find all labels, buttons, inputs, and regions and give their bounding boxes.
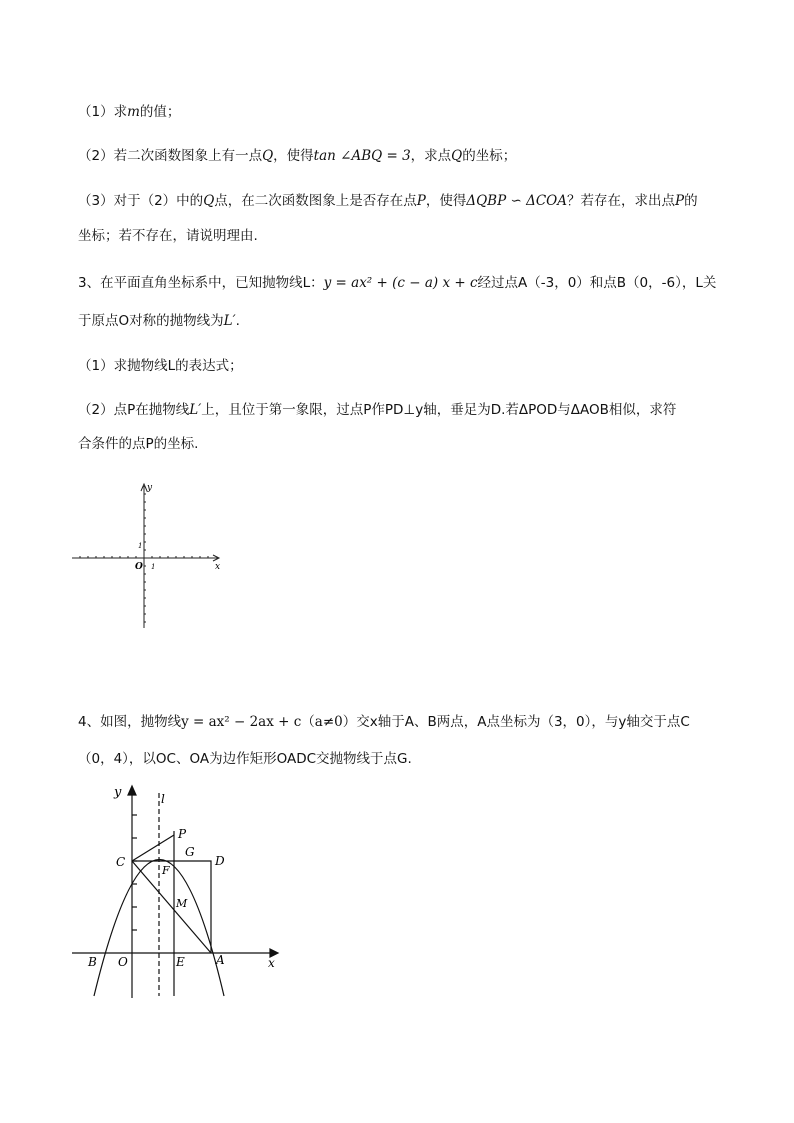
text: ，使得 <box>425 193 467 209</box>
label-e: E <box>176 955 185 969</box>
p3-q2-line2: 合条件的点P的坐标. <box>78 436 199 452</box>
var-l-prime: L′ <box>189 402 202 418</box>
text: 于原点O对称的抛物线为 <box>78 313 224 329</box>
text: （3）对于（2）中的 <box>78 193 204 209</box>
text: ？若存在，求出点 <box>566 193 675 209</box>
label-m: M <box>176 897 188 910</box>
parabola-expression: y = ax² − 2ax + c（a≠0） <box>181 714 357 730</box>
p3-q2-line1 <box>78 400 676 420</box>
x-unit-label: 1 <box>151 563 156 571</box>
parabola <box>94 860 224 997</box>
text: 的 <box>684 193 698 209</box>
text: （2）点P在抛物线 <box>78 402 190 418</box>
label-p: P <box>178 827 187 841</box>
text: 点，在二次函数图象上是否存在点 <box>214 193 417 209</box>
label-g: G <box>185 845 195 859</box>
label-f: F <box>162 864 170 877</box>
var-q: Q <box>203 193 215 209</box>
p3-line2 <box>78 311 240 331</box>
var-p: P <box>674 193 685 209</box>
var-q: Q <box>262 148 274 164</box>
y-axis-label: y <box>147 483 153 493</box>
y-unit-label: 1 <box>138 542 143 550</box>
var-p: P <box>416 193 426 209</box>
y-arrow <box>128 786 136 795</box>
var-l-prime: L′ <box>223 313 236 329</box>
text: . <box>235 313 240 329</box>
y-ticks <box>132 815 137 930</box>
x-axis-label: x <box>215 562 221 572</box>
label-x: x <box>268 956 275 970</box>
var-m: m <box>127 104 140 120</box>
label-o: O <box>118 955 128 969</box>
p2-q2 <box>78 146 516 166</box>
text: 经过点A（-3，0）和点B（0，-6），L关 <box>477 275 717 291</box>
text: 的坐标； <box>462 148 517 164</box>
text: 交x轴于A、B两点，A点坐标为（3，0），与y轴交于点C <box>356 714 690 730</box>
text: 的值； <box>139 104 181 120</box>
p3-line1 <box>78 273 716 293</box>
p4-line1 <box>78 712 690 732</box>
line-ca <box>132 861 211 953</box>
text: 4、如图，抛物线 <box>78 714 182 730</box>
tan-expression: tan ∠ABQ = 3 <box>313 148 411 164</box>
origin-label: O <box>135 562 143 572</box>
label-y: y <box>114 785 122 800</box>
p4-figure <box>70 783 285 1003</box>
label-b: B <box>88 955 97 969</box>
text: 上，且位于第一象限，过点P作PD⊥y轴，垂足为D.若ΔPOD与ΔAOB相似，求符 <box>201 402 677 418</box>
var-q: Q <box>451 148 463 164</box>
p4-line2: （0，4），以OC、OA为边作矩形OADC交抛物线于点G. <box>78 751 412 767</box>
label-l: l <box>161 792 165 806</box>
line-cp <box>132 835 174 861</box>
parabola-expression: y = ax² + (c − a) x + c <box>323 275 478 291</box>
p3-q1: （1）求抛物线L的表达式； <box>78 358 243 374</box>
p3-axes-figure <box>66 478 236 634</box>
label-a: A <box>216 953 225 967</box>
text: ，求点 <box>410 148 452 164</box>
text: 3、在平面直角坐标系中，已知抛物线L： <box>78 275 324 291</box>
label-c: C <box>116 855 126 869</box>
p2-q1 <box>78 102 180 122</box>
text: ，使得 <box>273 148 314 164</box>
p2-q3-line1 <box>78 191 698 211</box>
p2-q3-line2: 坐标；若不存在，请说明理由. <box>78 228 258 244</box>
similar-expression: ΔQBP ∽ ΔCOA <box>466 193 567 209</box>
text: （2）若二次函数图象上有一点 <box>78 148 263 164</box>
label-d: D <box>215 854 225 868</box>
text: （1）求 <box>78 104 128 120</box>
